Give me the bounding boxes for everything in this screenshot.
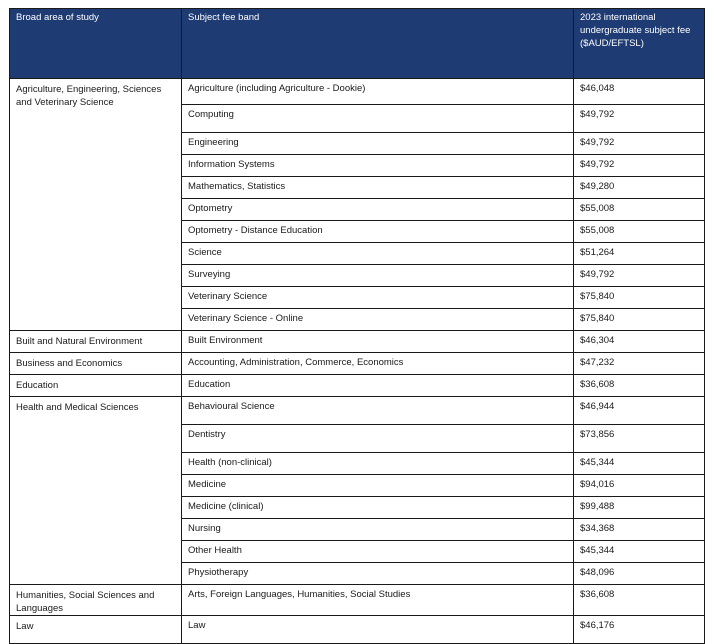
broad-area-cell: Built and Natural Environment bbox=[10, 331, 182, 353]
fee-cell: $48,096 bbox=[574, 563, 705, 585]
broad-area-cell: Law bbox=[10, 616, 182, 644]
subject-band-cell: Accounting, Administration, Commerce, Economics bbox=[182, 353, 574, 375]
table-row bbox=[10, 397, 705, 425]
header-subject-fee: 2023 international undergraduate subject fee ($AUD/EFTSL) bbox=[574, 9, 705, 79]
subject-band-cell: Health (non-clinical) bbox=[182, 453, 574, 475]
fee-cell: $47,232 bbox=[574, 353, 705, 375]
header-row bbox=[10, 9, 705, 79]
table-row bbox=[10, 353, 705, 375]
subject-band-cell: Veterinary Science bbox=[182, 287, 574, 309]
fee-cell: $46,304 bbox=[574, 331, 705, 353]
table-row bbox=[10, 375, 705, 397]
broad-area-cell: Business and Economics bbox=[10, 353, 182, 375]
fee-cell: $55,008 bbox=[574, 199, 705, 221]
subject-band-cell: Built Environment bbox=[182, 331, 574, 353]
fee-cell: $75,840 bbox=[574, 287, 705, 309]
table-row bbox=[10, 331, 705, 353]
subject-band-cell: Optometry - Distance Education bbox=[182, 221, 574, 243]
fee-table bbox=[9, 8, 705, 644]
subject-band-cell: Information Systems bbox=[182, 155, 574, 177]
broad-area-cell: Agriculture, Engineering, Sciences and Veterinary Science bbox=[10, 79, 182, 331]
subject-band-cell: Dentistry bbox=[182, 425, 574, 453]
fee-cell: $46,944 bbox=[574, 397, 705, 425]
fee-cell: $49,792 bbox=[574, 105, 705, 133]
subject-band-cell: Agriculture (including Agriculture - Dookie) bbox=[182, 79, 574, 105]
subject-band-cell: Behavioural Science bbox=[182, 397, 574, 425]
table-body bbox=[10, 79, 705, 644]
subject-band-cell: Nursing bbox=[182, 519, 574, 541]
subject-band-cell: Computing bbox=[182, 105, 574, 133]
fee-cell: $99,488 bbox=[574, 497, 705, 519]
fee-cell: $73,856 bbox=[574, 425, 705, 453]
header-broad-area: Broad area of study bbox=[10, 9, 182, 79]
fee-cell: $45,344 bbox=[574, 541, 705, 563]
table-row bbox=[10, 79, 705, 105]
subject-band-cell: Education bbox=[182, 375, 574, 397]
fee-cell: $51,264 bbox=[574, 243, 705, 265]
fee-cell: $49,792 bbox=[574, 155, 705, 177]
subject-band-cell: Science bbox=[182, 243, 574, 265]
fee-cell: $55,008 bbox=[574, 221, 705, 243]
subject-band-cell: Surveying bbox=[182, 265, 574, 287]
fee-cell: $94,016 bbox=[574, 475, 705, 497]
table-row bbox=[10, 616, 705, 644]
fee-cell: $45,344 bbox=[574, 453, 705, 475]
subject-band-cell: Physiotherapy bbox=[182, 563, 574, 585]
fee-cell: $49,792 bbox=[574, 133, 705, 155]
subject-band-cell: Law bbox=[182, 616, 574, 644]
broad-area-cell: Health and Medical Sciences bbox=[10, 397, 182, 585]
fee-cell: $46,048 bbox=[574, 79, 705, 105]
subject-band-cell: Mathematics, Statistics bbox=[182, 177, 574, 199]
table-header bbox=[10, 9, 705, 79]
subject-band-cell: Optometry bbox=[182, 199, 574, 221]
broad-area-cell: Humanities, Social Sciences and Languages bbox=[10, 585, 182, 616]
fee-cell: $34,368 bbox=[574, 519, 705, 541]
fee-cell: $49,792 bbox=[574, 265, 705, 287]
subject-band-cell: Medicine (clinical) bbox=[182, 497, 574, 519]
fee-cell: $46,176 bbox=[574, 616, 705, 644]
fee-cell: $36,608 bbox=[574, 375, 705, 397]
subject-band-cell: Other Health bbox=[182, 541, 574, 563]
subject-band-cell: Engineering bbox=[182, 133, 574, 155]
subject-band-cell: Arts, Foreign Languages, Humanities, Social Studies bbox=[182, 585, 574, 616]
table-row bbox=[10, 585, 705, 616]
fee-cell: $49,280 bbox=[574, 177, 705, 199]
fee-cell: $36,608 bbox=[574, 585, 705, 616]
broad-area-cell: Education bbox=[10, 375, 182, 397]
fee-cell: $75,840 bbox=[574, 309, 705, 331]
subject-band-cell: Veterinary Science - Online bbox=[182, 309, 574, 331]
subject-band-cell: Medicine bbox=[182, 475, 574, 497]
header-subject-fee-band: Subject fee band bbox=[182, 9, 574, 79]
